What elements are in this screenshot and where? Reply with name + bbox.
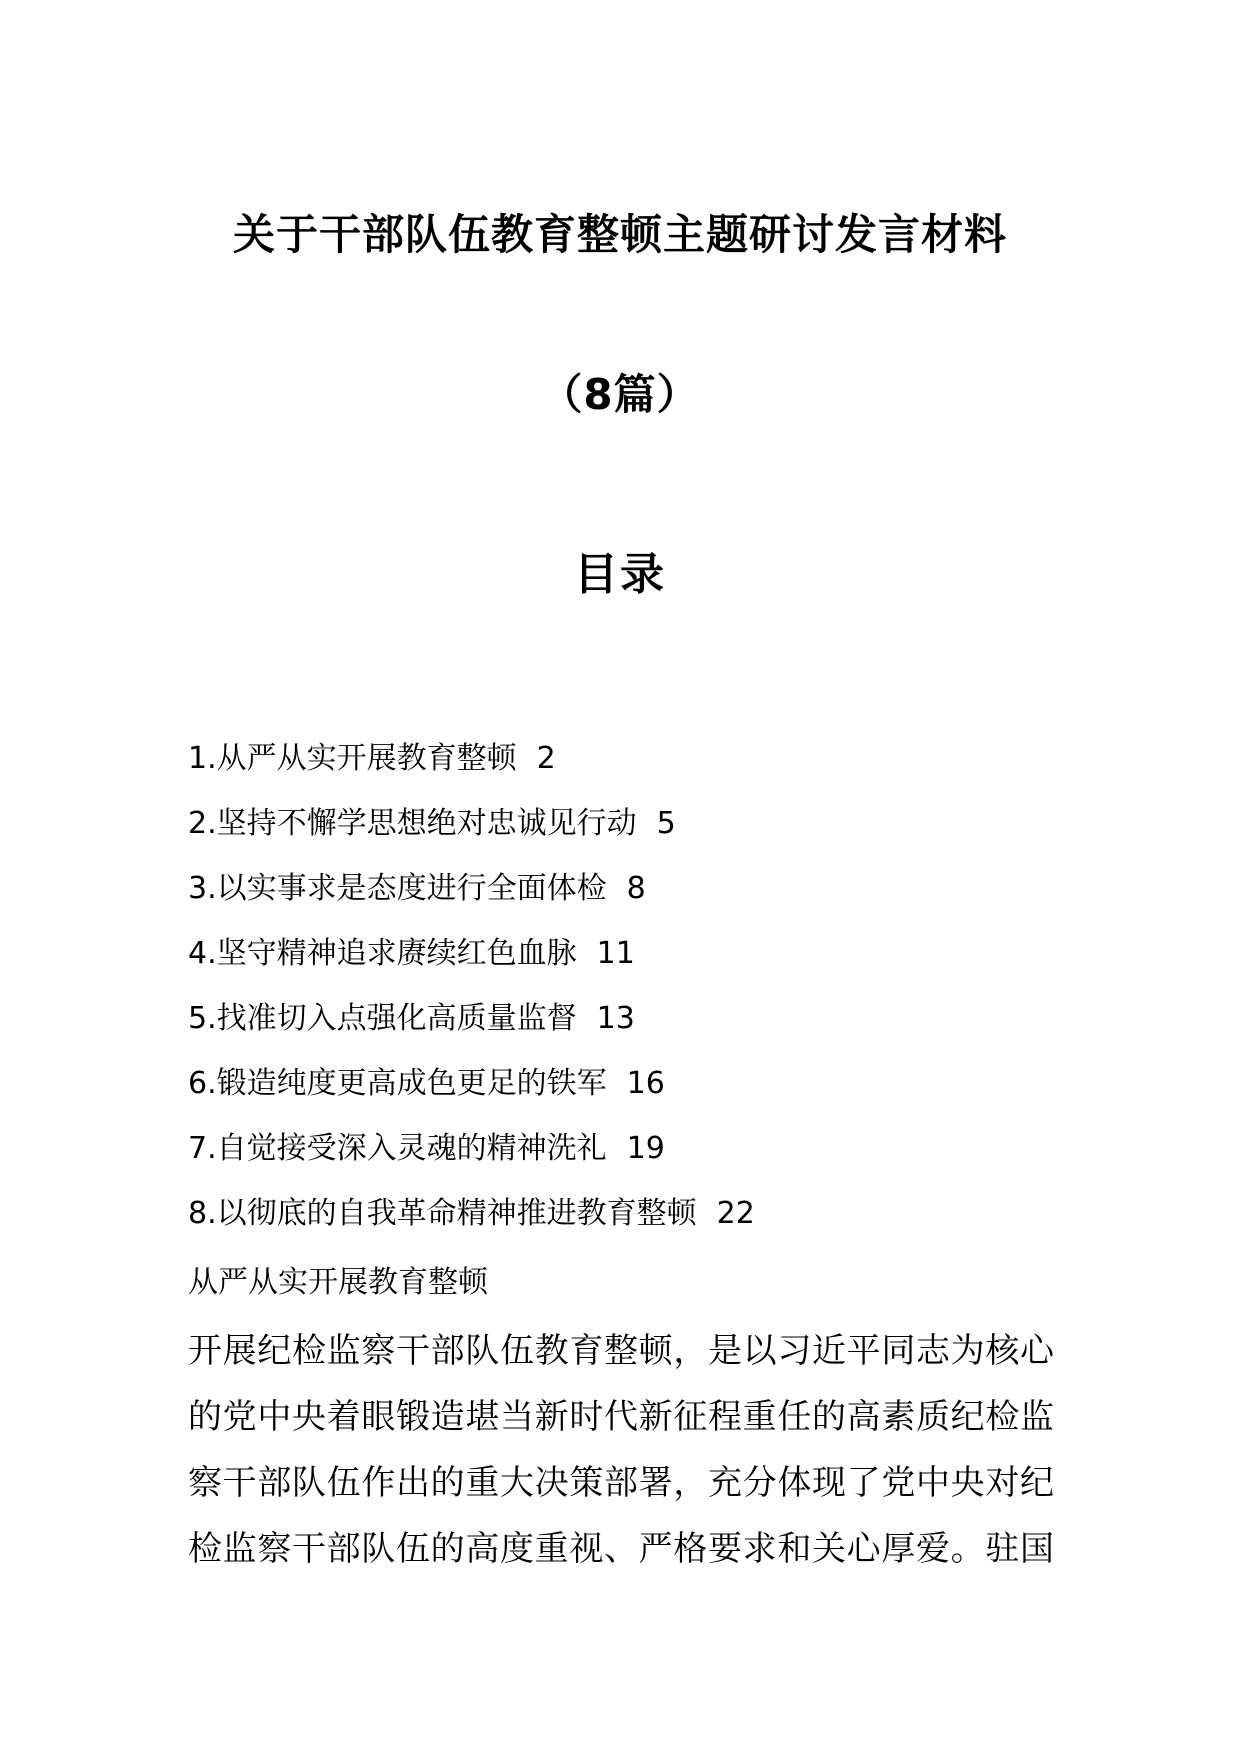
toc-entry-5[interactable]	[188, 994, 1088, 1059]
toc-entry-page: 13	[596, 1001, 635, 1036]
toc-entry-3[interactable]	[188, 864, 1088, 929]
toc-entry-page: 11	[596, 936, 635, 971]
toc-entry-page: 8	[626, 871, 646, 906]
toc-entry-label: 6.锻造纯度更高成色更足的铁军	[188, 1066, 607, 1101]
body-line: 检监察干部队伍的高度重视、严格要求和关心厚爱。驻国	[188, 1529, 1054, 1569]
table-of-contents	[188, 734, 1088, 1254]
toc-entry-page: 19	[626, 1131, 665, 1166]
toc-entry-label: 7.自觉接受深入灵魂的精神洗礼	[188, 1131, 607, 1166]
toc-entry-page: 22	[716, 1196, 755, 1231]
toc-entry-label: 8.以彻底的自我革命精神推进教育整顿	[188, 1196, 697, 1231]
toc-entry-7[interactable]	[188, 1124, 1088, 1189]
document-subtitle: （8篇）	[540, 370, 700, 419]
toc-entry-6[interactable]	[188, 1059, 1088, 1124]
body-line: 开展纪检监察干部队伍教育整顿，是以习近平同志为核心	[188, 1331, 1054, 1371]
document-title: 关于干部队伍教育整顿主题研讨发言材料	[232, 210, 1007, 259]
body-line: 的党中央着眼锻造堪当新时代新征程重任的高素质纪检监	[188, 1397, 1054, 1437]
toc-entry-page: 2	[536, 741, 556, 776]
toc-entry-page: 16	[626, 1066, 665, 1101]
body-line: 察干部队伍作出的重大决策部署，充分体现了党中央对纪	[188, 1463, 1054, 1503]
toc-entry-label: 2.坚持不懈学思想绝对忠诚见行动	[188, 806, 637, 841]
toc-entry-4[interactable]	[188, 929, 1088, 994]
section-title: 从严从实开展教育整顿	[188, 1265, 488, 1300]
body-paragraph	[188, 1318, 1054, 1582]
toc-entry-label: 3.以实事求是态度进行全面体检	[188, 871, 607, 906]
toc-entry-label: 5.找准切入点强化高质量监督	[188, 1001, 577, 1036]
toc-entry-label: 1.从严从实开展教育整顿	[188, 741, 517, 776]
toc-entry-8[interactable]	[188, 1189, 1088, 1254]
toc-heading: 目录	[574, 549, 666, 600]
toc-entry-page: 5	[656, 806, 676, 841]
toc-entry-1[interactable]	[188, 734, 1088, 799]
toc-entry-label: 4.坚守精神追求赓续红色血脉	[188, 936, 577, 971]
toc-entry-2[interactable]	[188, 799, 1088, 864]
